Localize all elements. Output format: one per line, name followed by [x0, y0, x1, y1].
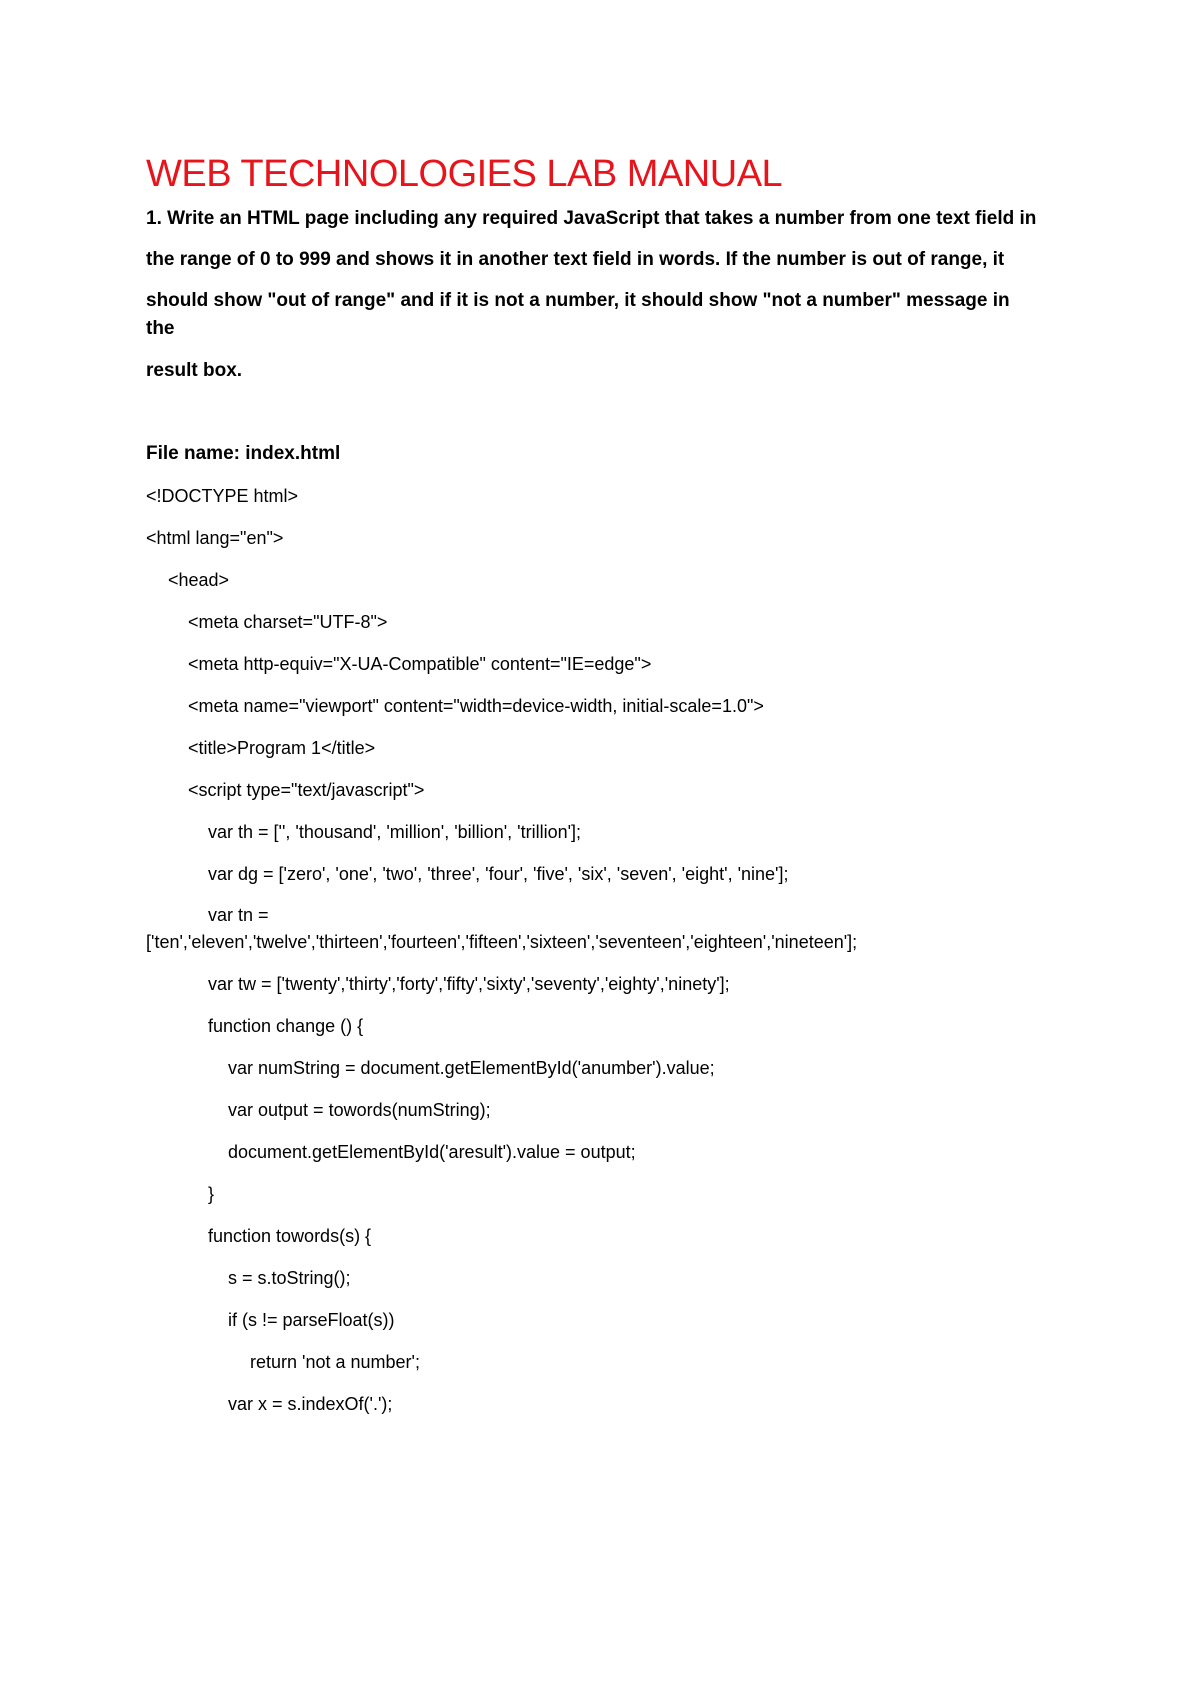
- code-line: <html lang="en">: [146, 528, 284, 548]
- code-line: <meta charset="UTF-8">: [188, 612, 388, 632]
- question-line-1: 1. Write an HTML page including any required JavaScript that takes a number from one text field in: [146, 208, 1037, 229]
- code-line: s = s.toString();: [228, 1268, 351, 1288]
- code-line: <meta http-equiv="X-UA-Compatible" content="IE=edge">: [188, 654, 652, 674]
- code-line: var output = towords(numString);: [228, 1100, 491, 1120]
- code-line: var tw = ['twenty','thirty','forty','fifty','sixty','seventy','eighty','ninety'];: [208, 974, 730, 994]
- code-line: <meta name="viewport" content="width=device-width, initial-scale=1.0">: [188, 696, 764, 716]
- code-line: var numString = document.getElementById('anumber').value;: [228, 1058, 715, 1078]
- code-line: if (s != parseFloat(s)): [228, 1310, 395, 1330]
- code-line: function towords(s) {: [208, 1226, 372, 1246]
- code-line: var tn =: [208, 905, 269, 925]
- question-line-3: should show "out of range" and if it is not a number, it should show "not a number" message in: [146, 290, 1010, 311]
- document-title: WEB TECHNOLOGIES LAB MANUAL: [146, 153, 783, 195]
- code-line: <title>Program 1</title>: [188, 738, 376, 758]
- code-line: var x = s.indexOf('.');: [228, 1394, 393, 1414]
- file-name-label: File name: index.html: [146, 443, 341, 464]
- code-line: function change () {: [208, 1016, 364, 1036]
- question-line-4: the: [146, 318, 175, 339]
- code-line: ['ten','eleven','twelve','thirteen','fourteen','fifteen','sixteen','seventeen','eighteen','nineteen'];: [146, 932, 858, 952]
- code-line: <!DOCTYPE html>: [146, 486, 299, 506]
- code-line: <head>: [168, 570, 230, 590]
- code-line: var dg = ['zero', 'one', 'two', 'three', 'four', 'five', 'six', 'seven', 'eight', 'nine'];: [208, 864, 789, 884]
- code-line: document.getElementById('aresult').value = output;: [228, 1142, 636, 1162]
- question-line-2: the range of 0 to 999 and shows it in another text field in words. If the number is out of range, it: [146, 249, 1005, 270]
- code-line: <script type="text/javascript">: [188, 780, 425, 800]
- question-line-5: result box.: [146, 360, 243, 381]
- code-line: var th = ['', 'thousand', 'million', 'billion', 'trillion'];: [208, 822, 582, 842]
- code-line: }: [208, 1184, 215, 1204]
- code-line: return 'not a number';: [250, 1352, 420, 1372]
